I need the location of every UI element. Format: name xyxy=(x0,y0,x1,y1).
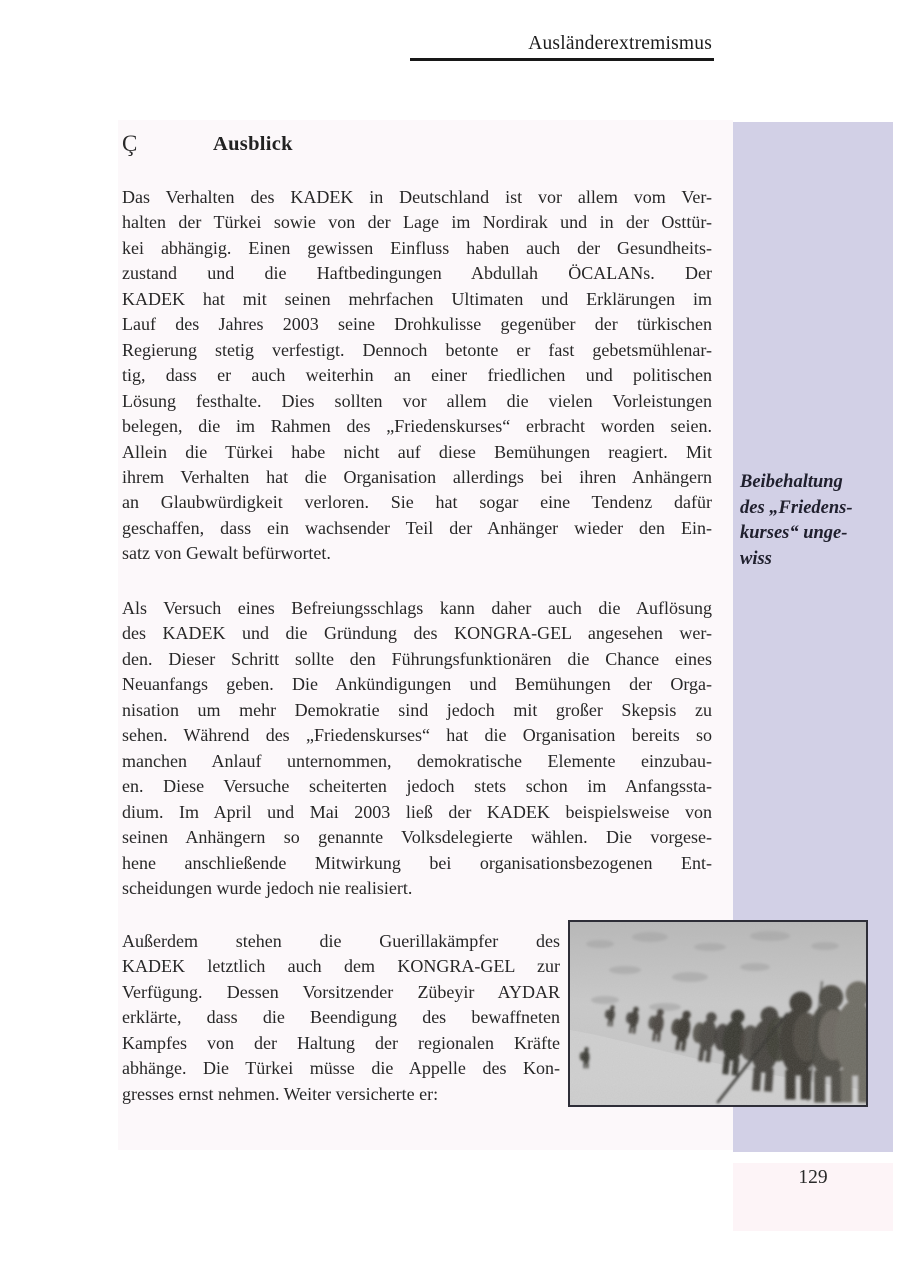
text-line: KADEK letztlich auch dem KONGRA-GEL zur xyxy=(122,956,560,977)
text-line: KADEK hat mit seinen mehrfachen Ultimaten und Erklärungen im xyxy=(122,288,712,309)
text-line: Beibehaltung xyxy=(740,472,843,492)
text-line: Das Verhalten des KADEK in Deutschland ist vor allem vom Ver- xyxy=(122,187,712,207)
text-line: kei abhängig. Einen gewissen Einfluss haben auch der Gesundheits- xyxy=(122,237,712,258)
running-head-title: Ausländerextremismus xyxy=(528,33,712,54)
text-line: dium. Im April und Mai 2003 ließ der KADEK beispielsweise von xyxy=(122,801,712,822)
text-line: erklärte, dass die Beendigung des bewaffneten xyxy=(122,1007,560,1028)
text-line: gresses ernst nehmen. Weiter versicherte er: xyxy=(122,1083,439,1104)
text-line: sehen. Während des „Friedenskurses“ hat die Organisation bereits so xyxy=(122,725,712,746)
text-line: an Glaubwürdigkeit verloren. Sie hat sogar eine Tendenz dafür xyxy=(122,492,712,513)
text-line: wiss xyxy=(740,548,772,569)
section-marker-glyph: Ç xyxy=(122,131,138,156)
page-number: 129 xyxy=(798,1167,828,1188)
guerrilla-photo-illustration xyxy=(570,922,866,1105)
text-line: Kampfes von der Haltung der regionalen Kräfte xyxy=(122,1032,560,1053)
guerrilla-column-photo xyxy=(568,920,868,1107)
section-heading xyxy=(122,131,712,161)
text-line: satz von Gewalt befürwortet. xyxy=(122,543,331,564)
text-line: Lauf des Jahres 2003 seine Drohkulisse gegenüber der türkischen xyxy=(122,314,712,335)
paragraph-guerillakaempfer xyxy=(122,929,560,1107)
text-line: den. Dieser Schritt sollte den Führungsfunktionären die Chance eines xyxy=(122,648,712,669)
text-line: manchen Anlauf unternommen, demokratische Elemente einzubau- xyxy=(122,750,712,771)
text-line: kurses“ unge- xyxy=(740,523,848,543)
text-line: nisation um mehr Demokratie sind jedoch mit großer Skepsis zu xyxy=(122,699,712,720)
text-line: Verfügung. Dessen Vorsitzender Zübeyir AYDAR xyxy=(122,981,560,1002)
text-line: des KADEK und die Gründung des KONGRA-GEL angesehen wer- xyxy=(122,623,712,644)
text-line: zustand und die Haftbedingungen Abdullah ÖCALANs. Der xyxy=(122,263,712,284)
text-line: belegen, die im Rahmen des „Friedenskurses“ erbracht worden seien. xyxy=(122,416,712,437)
text-line: Lösung festhalte. Dies sollten vor allem die vielen Vorleistungen xyxy=(122,390,712,411)
text-line: halten der Türkei sowie von der Lage im Nordirak und in der Osttür- xyxy=(122,212,712,233)
paragraph-kadek-verhalten xyxy=(122,185,712,567)
running-head-rule xyxy=(410,58,714,61)
text-line: tig, dass er auch weiterhin an einer friedlichen und politischen xyxy=(122,365,712,386)
section-title: Ausblick xyxy=(213,133,293,155)
text-line: Regierung stetig verfestigt. Dennoch betonte er fast gebetsmühlenar- xyxy=(122,339,712,360)
text-line: Neuanfangs geben. Die Ankündigungen und Bemühungen der Orga- xyxy=(122,674,712,695)
text-line: abhänge. Die Türkei müsse die Appelle des Kon- xyxy=(122,1058,560,1079)
page-number-box xyxy=(733,1163,893,1231)
text-line: Als Versuch eines Befreiungsschlags kann daher auch die Auflösung xyxy=(122,598,712,618)
text-line: Allein die Türkei habe nicht auf diese Bemühungen reagiert. Mit xyxy=(122,441,712,462)
text-line: hene anschließende Mitwirkung bei organisationsbezogenen Ent- xyxy=(122,852,712,873)
margin-note xyxy=(740,470,888,572)
text-line: en. Diese Versuche scheiterten jedoch stets schon im Anfangssta- xyxy=(122,776,712,797)
text-line: scheidungen wurde jedoch nie realisiert. xyxy=(122,877,413,898)
text-line: ihrem Verhalten hat die Organisation allerdings bei ihren Anhängern xyxy=(122,466,712,487)
text-line: des „Friedens- xyxy=(740,497,853,518)
text-line: geschaffen, dass ein wachsender Teil der Anhänger wieder den Ein- xyxy=(122,517,712,538)
paragraph-kongra-gel-gruendung xyxy=(122,596,712,901)
text-line: Außerdem stehen die Guerillakämpfer des xyxy=(122,931,560,951)
text-line: seinen Anhängern so genannte Volksdelegierte wählen. Die vorgese- xyxy=(122,827,712,848)
